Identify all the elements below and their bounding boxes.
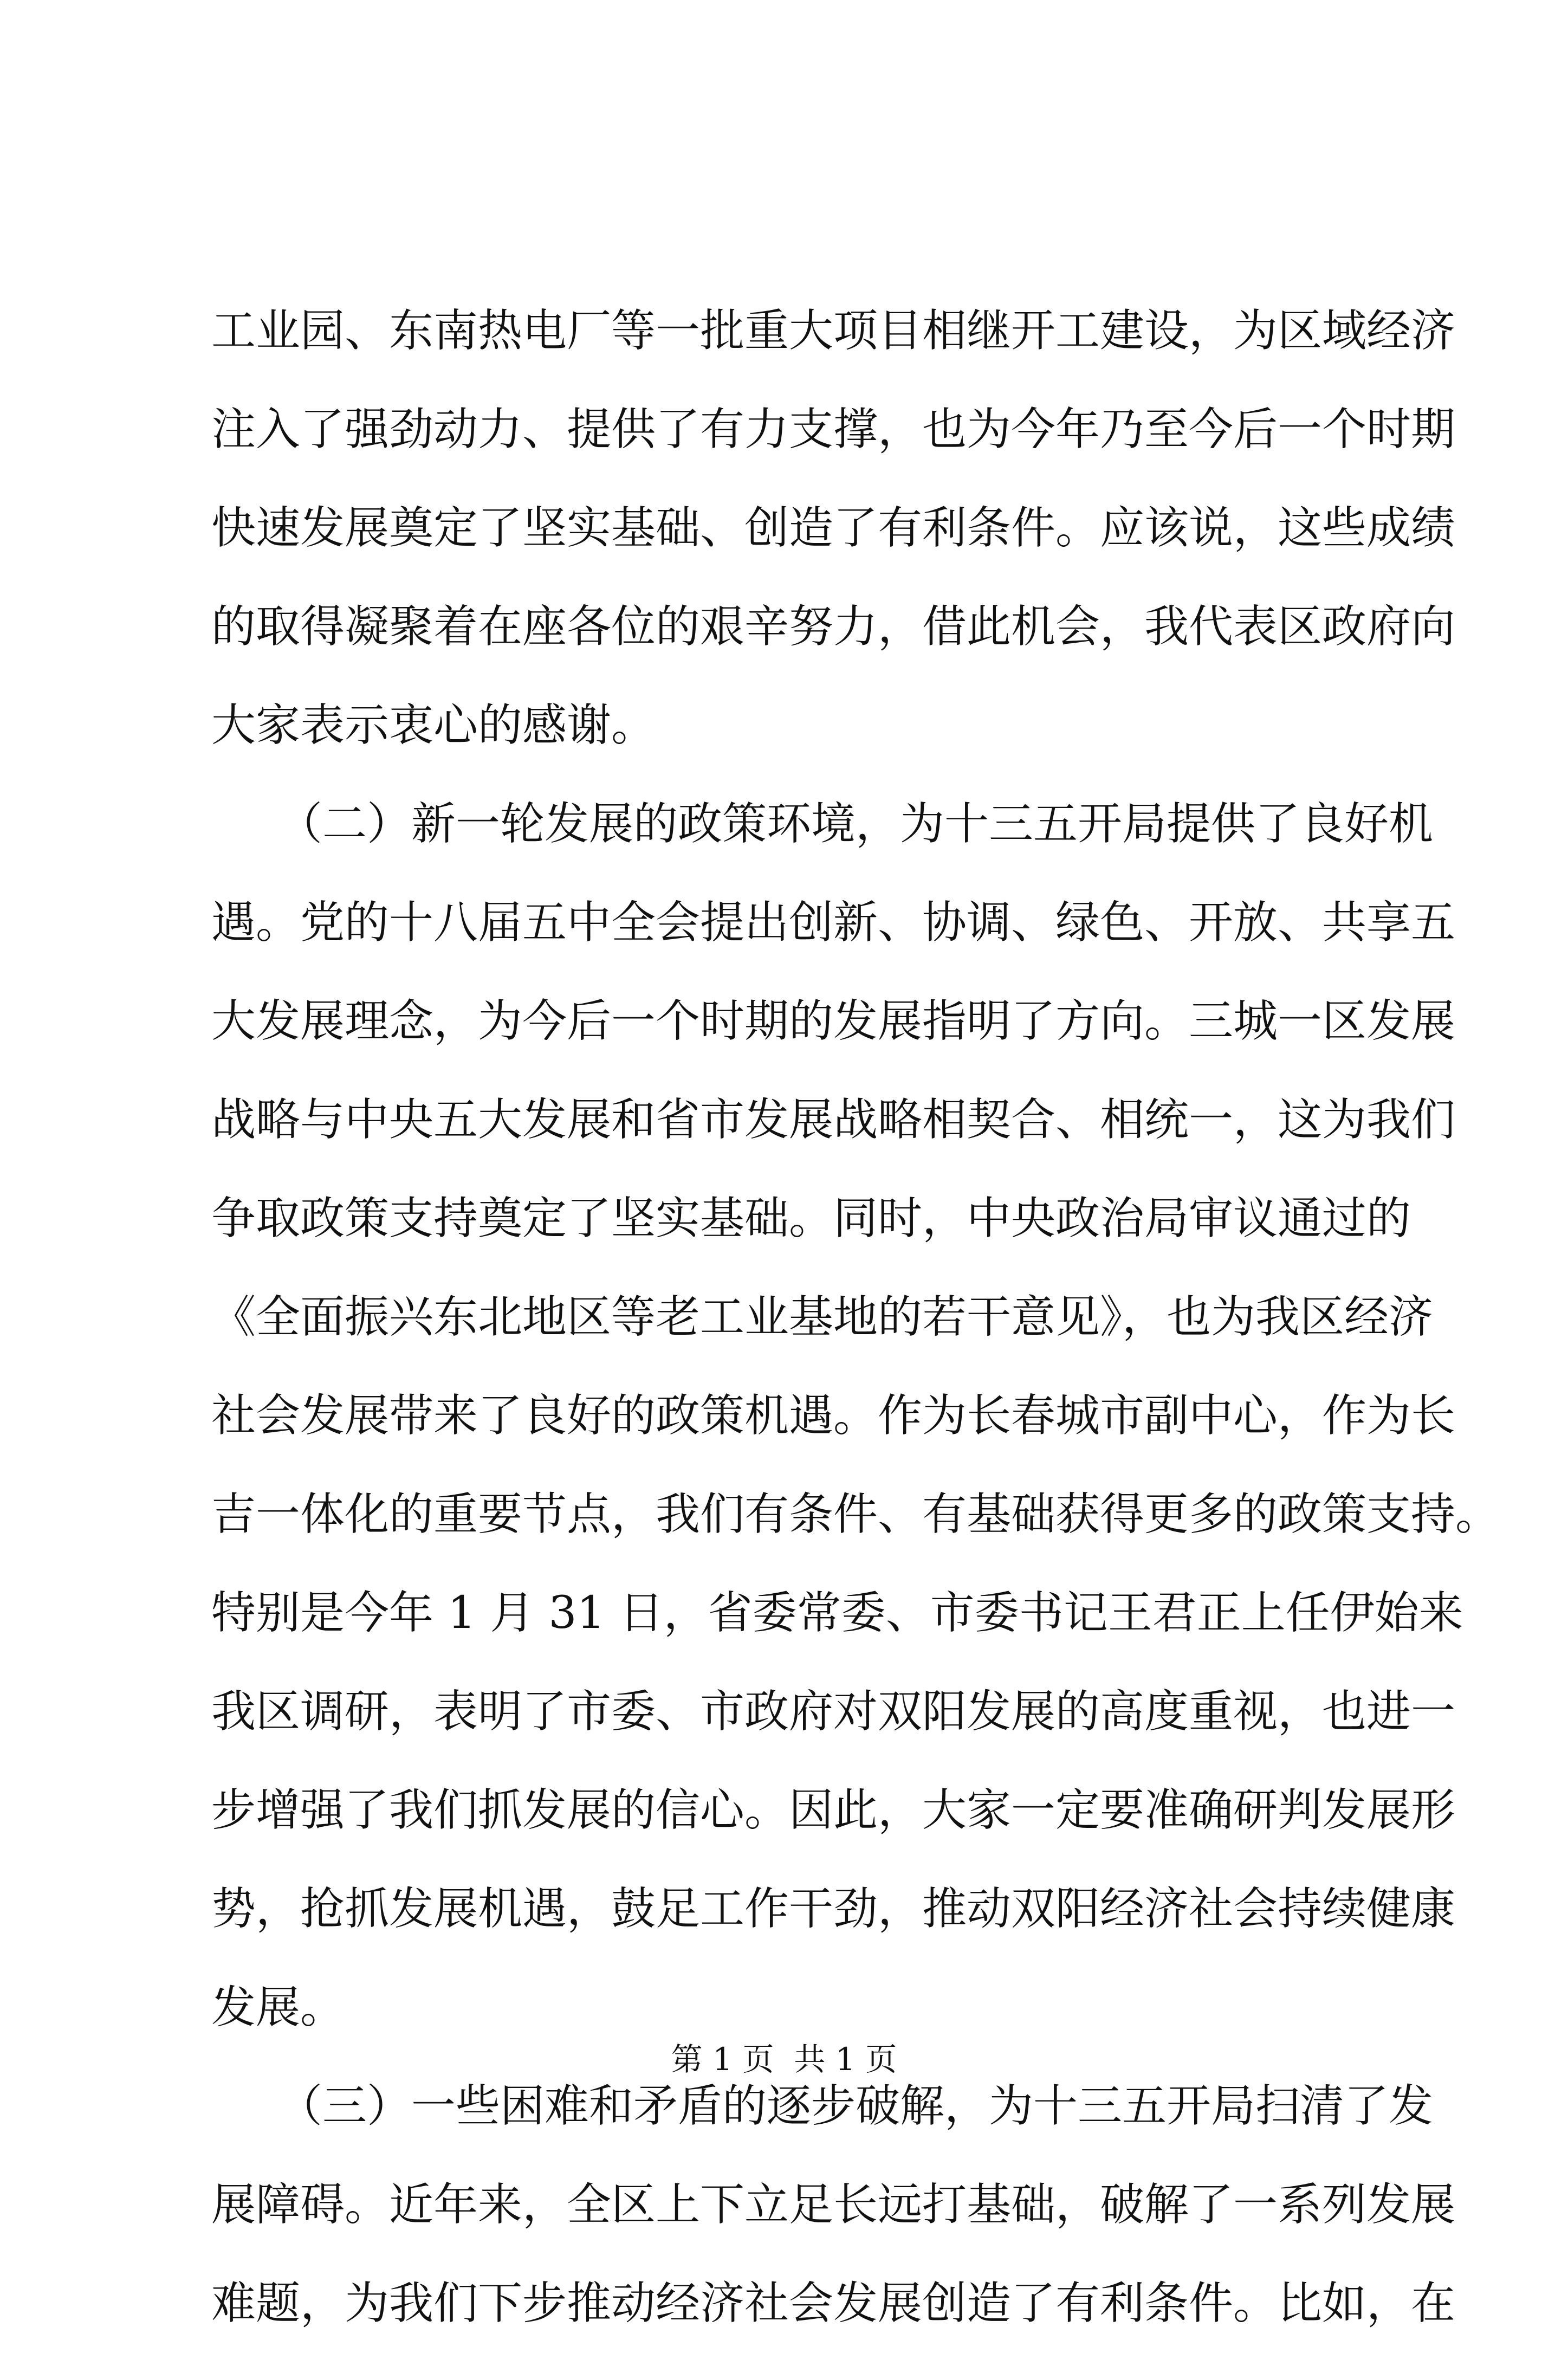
text-line: 争取政策支持奠定了坚实基础。同时，中央政治局审议通过的 (211, 1193, 1411, 1244)
page-footer: 第 1 页 共 1 页 (671, 2041, 897, 2078)
text-line: 发展。 (211, 1982, 345, 2033)
text-line: 步增强了我们抓发展的信心。因此，大家一定要准确研判发展形 (211, 1785, 1456, 1836)
text-line: 我区调研，表明了市委、市政府对双阳发展的高度重视，也进一 (211, 1686, 1456, 1737)
text-line: 遇。党的十八届五中全会提出创新、协调、绿色、开放、共享五 (211, 897, 1456, 948)
text-line: 势，抢抓发展机遇，鼓足工作干劲，推动双阳经济社会持续健康 (211, 1883, 1456, 1935)
text-line: 快速发展奠定了坚实基础、创造了有利条件。应该说，这些成绩 (211, 502, 1456, 554)
text-line: （二）新一轮发展的政策环境，为十三五开局提供了良好机 (211, 798, 1434, 850)
text-line: （三）一些困难和矛盾的逐步破解，为十三五开局扫清了发 (211, 2080, 1434, 2132)
text-line: 吉一体化的重要节点，我们有条件、有基础获得更多的政策支持。 (211, 1489, 1500, 1540)
text-line: 大发展理念，为今后一个时期的发展指明了方向。三城一区发展 (211, 996, 1456, 1047)
text-line: 特别是今年 1 月 31 日，省委常委、市委书记王君正上任伊始来 (211, 1587, 1463, 1639)
text-line: 工业园、东南热电厂等一批重大项目相继开工建设，为区域经济 (211, 305, 1456, 357)
text-line: 大家表示衷心的感谢。 (211, 700, 656, 751)
text-line: 战略与中央五大发展和省市发展战略相契合、相统一，这为我们 (211, 1094, 1456, 1146)
text-line: 的取得凝聚着在座各位的艰辛努力，借此机会，我代表区政府向 (211, 601, 1456, 652)
text-line: 难题，为我们下步推动经济社会发展创造了有利条件。比如，在 (211, 2278, 1456, 2329)
text-line: 《全面振兴东北地区等老工业基地的若干意见》，也为我区经济 (211, 1291, 1434, 1343)
text-line: 展障碍。近年来，全区上下立足长远打基础，破解了一系列发展 (211, 2179, 1456, 2231)
text-line: 注入了强劲动力、提供了有力支撑，也为今年乃至今后一个时期 (211, 404, 1456, 455)
text-line: 社会发展带来了良好的政策机遇。作为长春城市副中心，作为长 (211, 1390, 1456, 1441)
